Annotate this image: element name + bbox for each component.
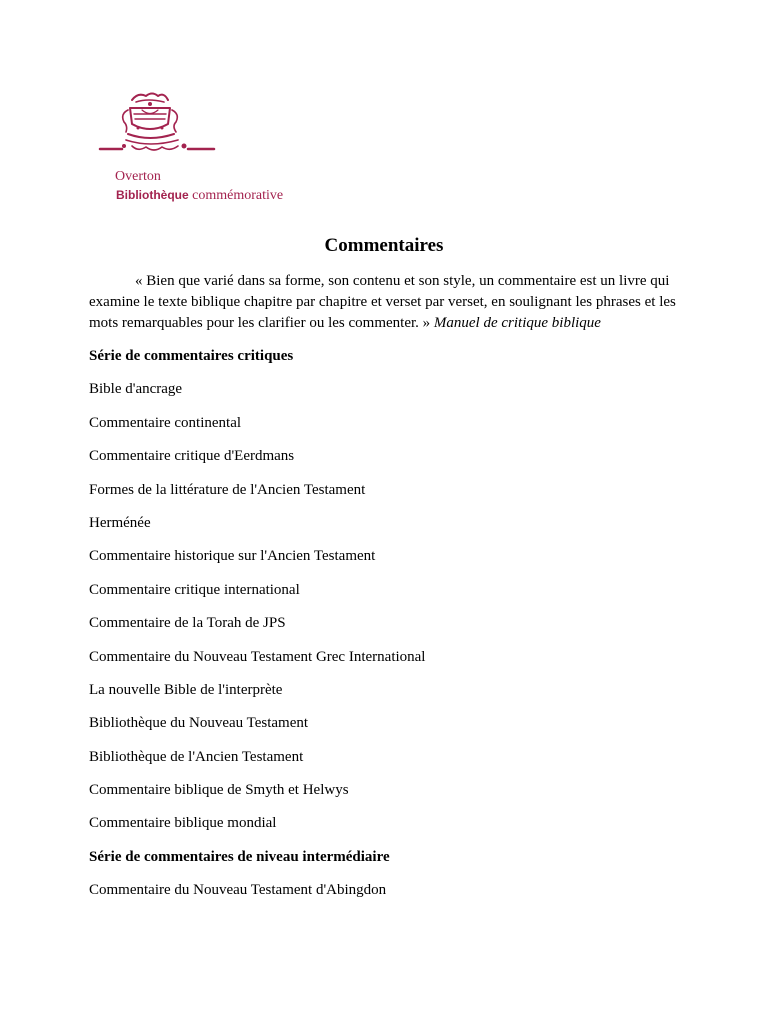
list-item: Commentaire biblique de Smyth et Helwys [89,782,349,799]
list-item: Commentaire historique sur l'Ancien Testament [89,548,376,565]
library-name-bold: Bibliothèque [116,188,189,202]
list-item: Bible d'ancrage [89,381,183,398]
quote-text: « Bien que varié dans sa forme, son contenu et son style, un commentaire est un livre qui examine le texte biblique chapitre par chapitre et verset par verset, en soulignant les phrases et les mots remarquables pour les clarifier ou les commenter. » [89,273,676,331]
library-name-line2 [116,186,283,205]
list-item: Commentaire du Nouveau Testament d'Abingdon [89,882,387,899]
list-item: Bibliothèque de l'Ancien Testament [89,748,304,765]
commentary-list [89,346,689,914]
list-item: La nouvelle Bible de l'interprète [89,681,283,698]
intro-quote [89,271,679,334]
list-item: Commentaire biblique mondial [89,815,277,832]
list-item: Formes de la littérature de l'Ancien Testament [89,481,366,498]
list-item: Commentaire critique international [89,581,300,598]
list-item: Herménée [89,514,151,531]
library-name-rest: commémorative [188,188,284,203]
list-item: Commentaire continental [89,414,242,431]
page-title: Commentaires [324,235,444,256]
list-item: Commentaire de la Torah de JPS [89,615,286,632]
library-name-line1: Overton [115,169,161,184]
heraldic-crest-icon [98,90,218,156]
series-heading: Série de commentaires de niveau intermédiaire [89,848,390,865]
quote-source: Manuel de critique biblique [433,315,601,331]
list-item: Bibliothèque du Nouveau Testament [89,715,309,732]
list-item: Commentaire du Nouveau Testament Grec International [89,648,426,665]
series-heading: Série de commentaires critiques [89,348,294,364]
list-item: Commentaire critique d'Eerdmans [89,448,295,465]
library-name [115,168,283,205]
